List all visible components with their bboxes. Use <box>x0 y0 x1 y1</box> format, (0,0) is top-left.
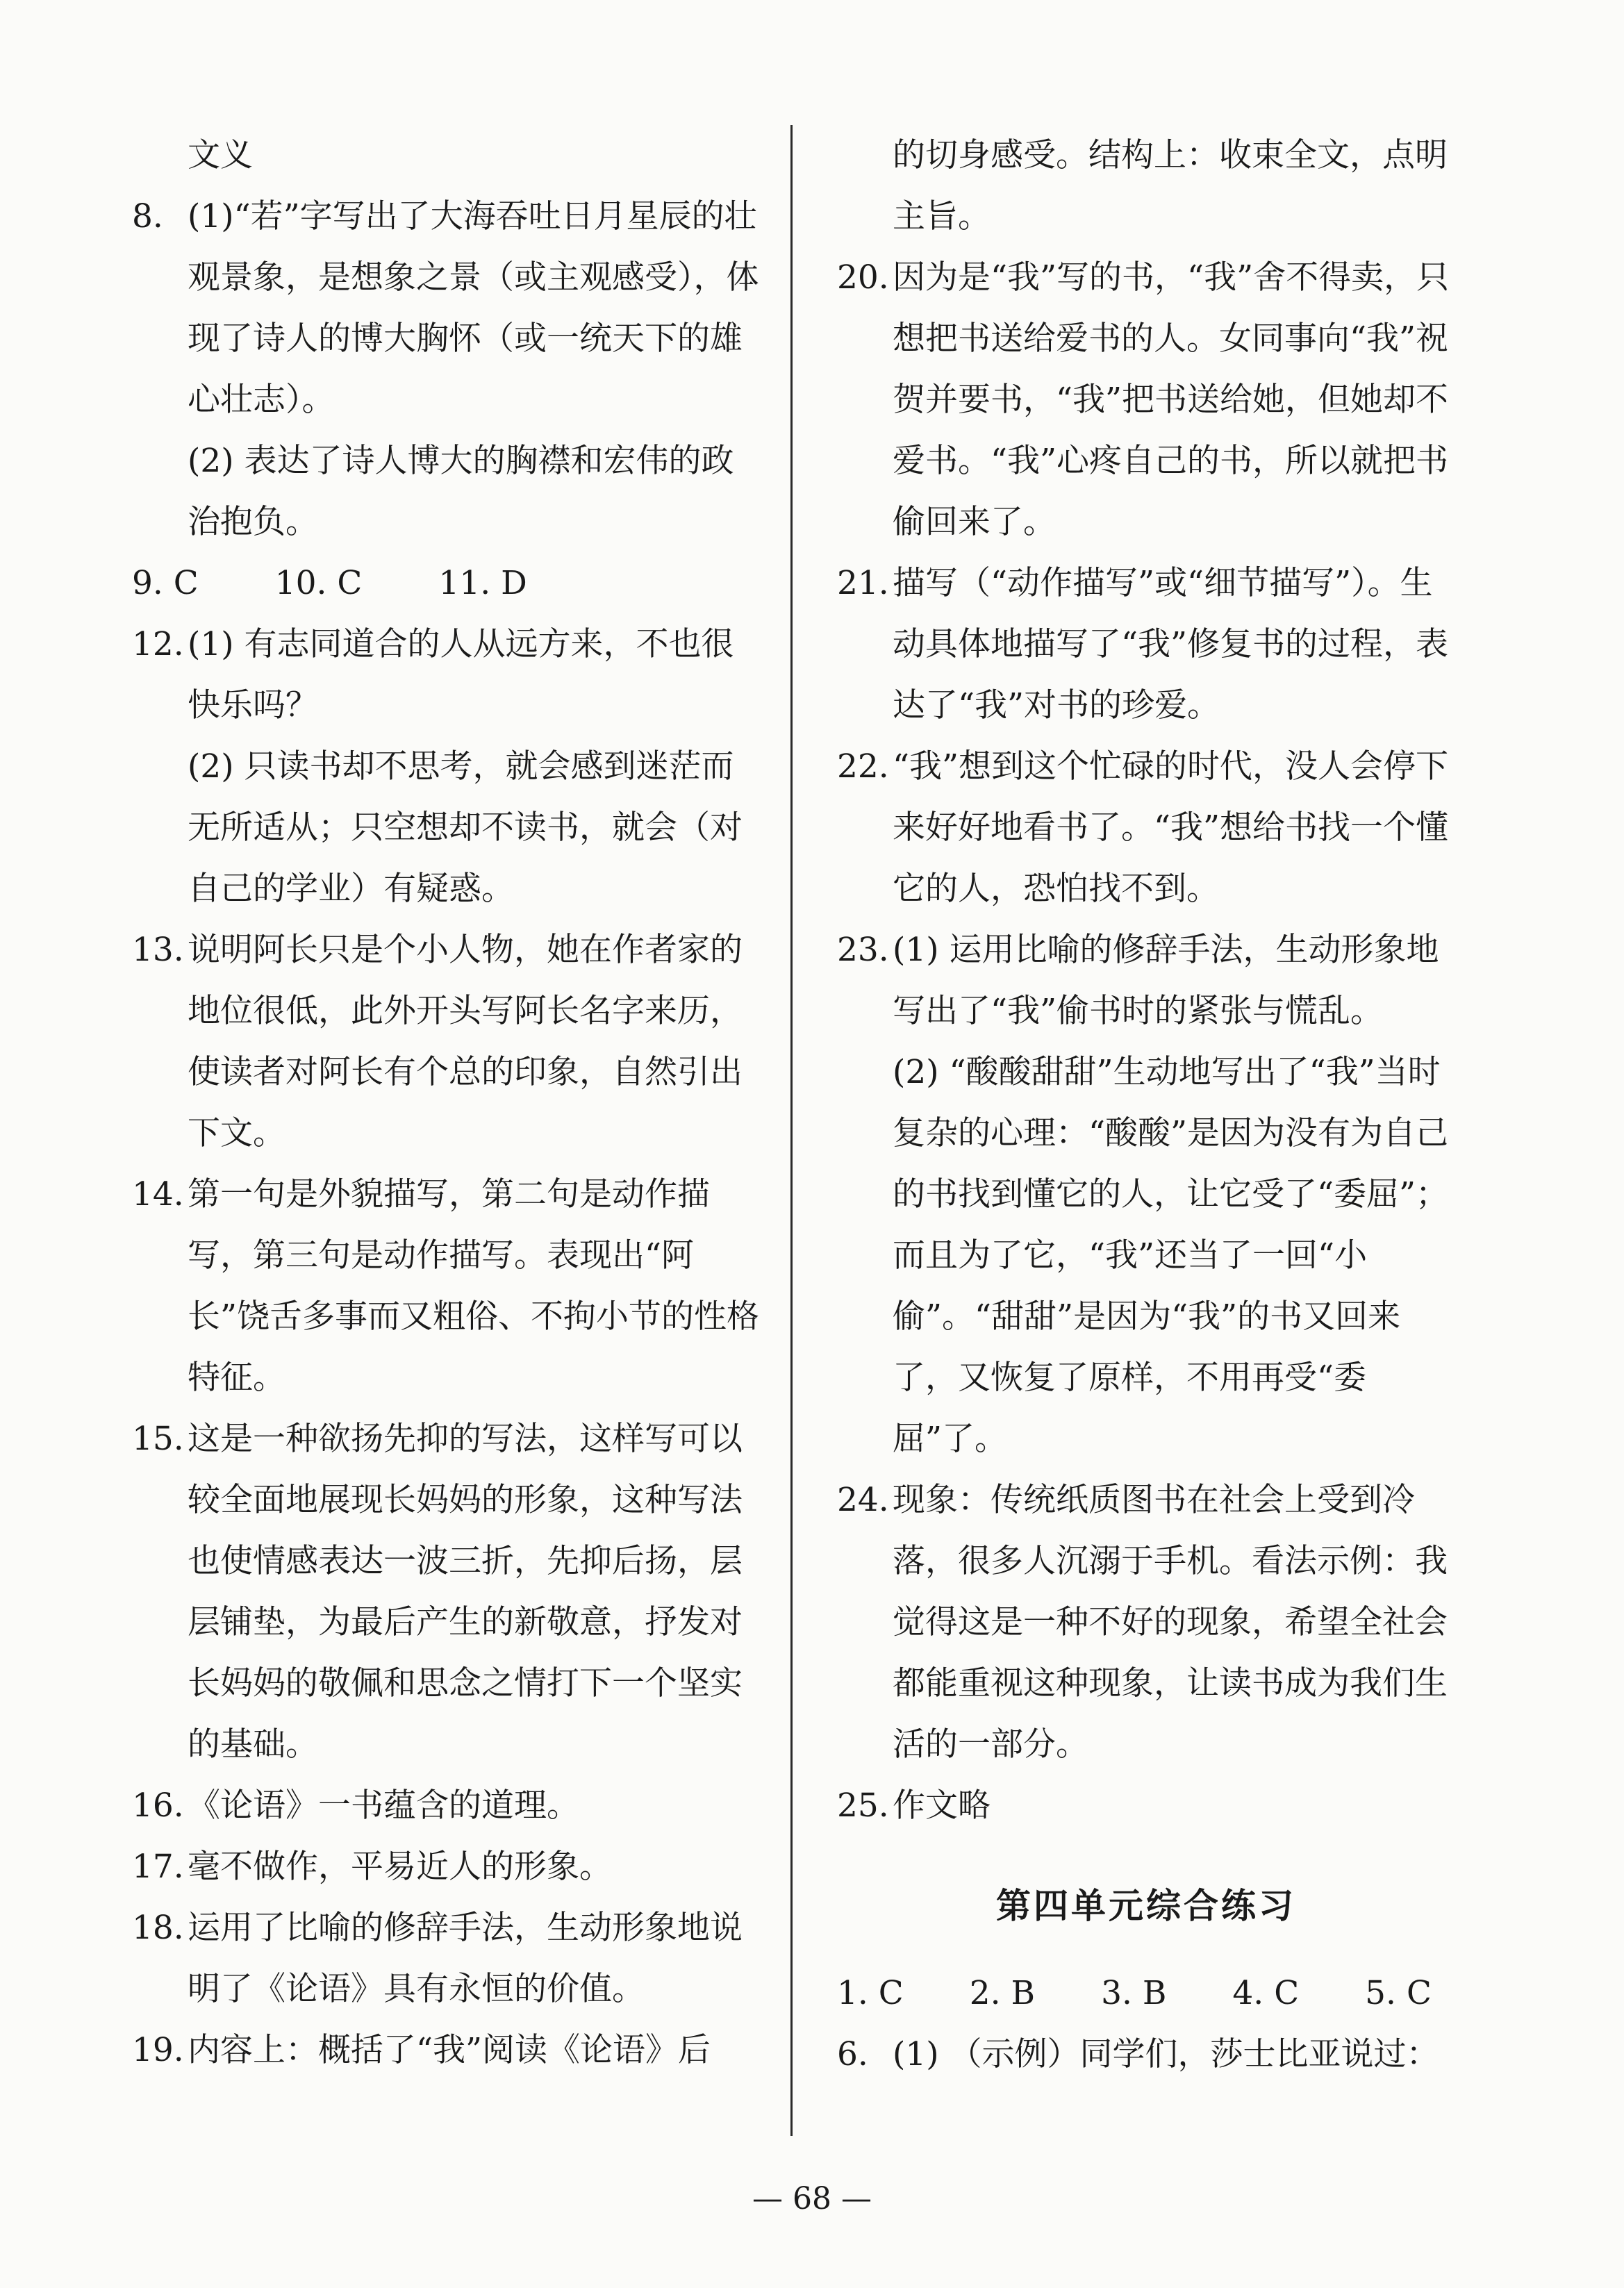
answer-text: (2) 表达了诗人博大的胸襟和宏伟的政治抱负。 <box>188 442 734 541</box>
left-column <box>132 125 764 2081</box>
section-title: 第四单元综合练习 <box>996 1886 1296 1926</box>
question-item <box>837 736 1455 920</box>
answer-text: 内容上：概括了“我”阅读《论语》后 <box>188 2031 711 2069</box>
answer-text: 描写（“动作描写”或“细节描写”）。生动具体地描写了“我”修复书的过程，表达了“我”对书的珍爱。 <box>893 564 1449 724</box>
answer-text: “我”想到这个忙碌的时代，没人会停下来好好地看书了。“我”想给书找一个懂它的人，恐怕找不到。 <box>893 747 1449 908</box>
answer-text: 因为是“我”写的书，“我”舍不得卖，只想把书送给爱书的人。女同事向“我”祝贺并要书，“我”把书送给她，但她却不爱书。“我”心疼自己的书，所以就把书偷回来了。 <box>893 258 1450 541</box>
question-number: 17. <box>132 1848 184 1886</box>
answer-text: 这是一种欲扬先抑的写法，这样写可以较全面地展现长妈妈的形象，这种写法也使情感表达一波三折，先抑后扬，层层铺垫，为最后产生的新敬意，抒发对长妈妈的敬佩和思念之情打下一个坚实的基础。 <box>188 1420 743 1764</box>
answer-text: 的切身感受。结构上：收束全文，点明主旨。 <box>893 136 1448 235</box>
question-number: 23. <box>837 931 889 969</box>
question-item <box>132 2020 764 2081</box>
question-item <box>132 1898 764 2020</box>
question-item <box>837 1775 1455 1837</box>
question-number: 24. <box>837 1481 889 1519</box>
page-number: — 68 — <box>752 2181 872 2216</box>
answer-choice: 5. C <box>1365 1974 1432 2012</box>
answer-text: (2) “酸酸甜甜”生动地写出了“我”当时复杂的心理：“酸酸”是因为没有为自己的书找到懂它的人，让它受了“委屈”；而且为了它，“我”还当了一回“小偷”。“甜甜”是因为“我”的书又回来了，又恢复了原样，不用再受“委屈”了。 <box>893 1053 1449 1458</box>
answer-choice: 9. C <box>132 564 199 602</box>
question-6 <box>837 2024 1455 2085</box>
answer-text: 《论语》一书蕴含的道理。 <box>188 1787 579 1825</box>
question-number: 18. <box>132 1909 184 1947</box>
answer-text: (1)“若”字写出了大海吞吐日月星辰的壮观景象，是想象之景（或主观感受），体现了诗人的博大胸怀（或一统天下的雄心壮志）。 <box>188 197 759 419</box>
answer-text: (1) （示例）同学们，莎士比亚说过： <box>893 2035 1439 2073</box>
answer-choice: 1. C <box>837 1974 904 2012</box>
question-number: 13. <box>132 931 184 969</box>
answer-row <box>132 553 764 614</box>
answer-choice: 11. D <box>438 564 527 602</box>
question-item <box>132 1837 764 1898</box>
answer-text: (1) 运用比喻的修辞手法，生动形象地写出了“我”偷书时的紧张与慌乱。 <box>893 931 1439 1030</box>
question-number: 21. <box>837 564 889 602</box>
answer-text: 说明阿长只是个小人物，她在作者家的地位很低，此外开头写阿长名字来历，使读者对阿长有个总的印象，自然引出下文。 <box>188 931 743 1152</box>
answer-text: (2) 只读书却不思考，就会感到迷茫而无所适从；只空想却不读书，就会（对自己的学业）有疑惑。 <box>188 747 743 908</box>
question-item <box>837 920 1455 1470</box>
answer-choice: 2. B <box>969 1974 1036 2012</box>
question-number: 14. <box>132 1175 184 1213</box>
question-number: 25. <box>837 1787 889 1825</box>
question-item <box>132 1775 764 1837</box>
question-item <box>132 1409 764 1775</box>
question-number: 20. <box>837 258 889 297</box>
question-item <box>837 553 1455 736</box>
answer-text: (1) 有志同道合的人从远方来，不也很快乐吗？ <box>188 625 734 724</box>
question-item <box>837 247 1455 553</box>
answer-text: 现象：传统纸质图书在社会上受到冷落，很多人沉溺于手机。看法示例：我觉得这是一种不好的现象，希望全社会都能重视这种现象，让读书成为我们生活的一部分。 <box>893 1481 1448 1764</box>
question-number: 8. <box>132 197 163 235</box>
right-column <box>837 125 1455 2085</box>
question-number: 6. <box>837 2035 868 2073</box>
answer-text: 文义 <box>188 136 253 174</box>
question-number: 16. <box>132 1787 184 1825</box>
question-number: 19. <box>132 2031 184 2069</box>
question-number: 15. <box>132 1420 184 1458</box>
answer-choice: 4. C <box>1232 1974 1300 2012</box>
question-item <box>132 125 764 186</box>
question-item <box>837 1470 1455 1775</box>
question-number: 22. <box>837 747 889 786</box>
column-divider <box>790 125 793 2136</box>
answer-text: 第一句是外貌描写，第二句是动作描写，第三句是动作描写。表现出“阿长”饶舌多事而又粗俗、不拘小节的性格特征。 <box>188 1175 760 1397</box>
question-item <box>132 614 764 920</box>
question-number: 12. <box>132 625 184 663</box>
question-item <box>837 125 1455 247</box>
answer-choice: 10. C <box>274 564 363 602</box>
answer-choice: 3. B <box>1101 1974 1167 2012</box>
question-item <box>132 920 764 1164</box>
answer-text: 作文略 <box>893 1787 991 1825</box>
answer-text: 运用了比喻的修辞手法，生动形象地说明了《论语》具有永恒的价值。 <box>188 1909 743 2008</box>
question-item <box>132 1164 764 1409</box>
answer-row <box>837 1963 1455 2024</box>
question-item <box>132 186 764 553</box>
answer-text: 毫不做作，平易近人的形象。 <box>188 1848 612 1886</box>
